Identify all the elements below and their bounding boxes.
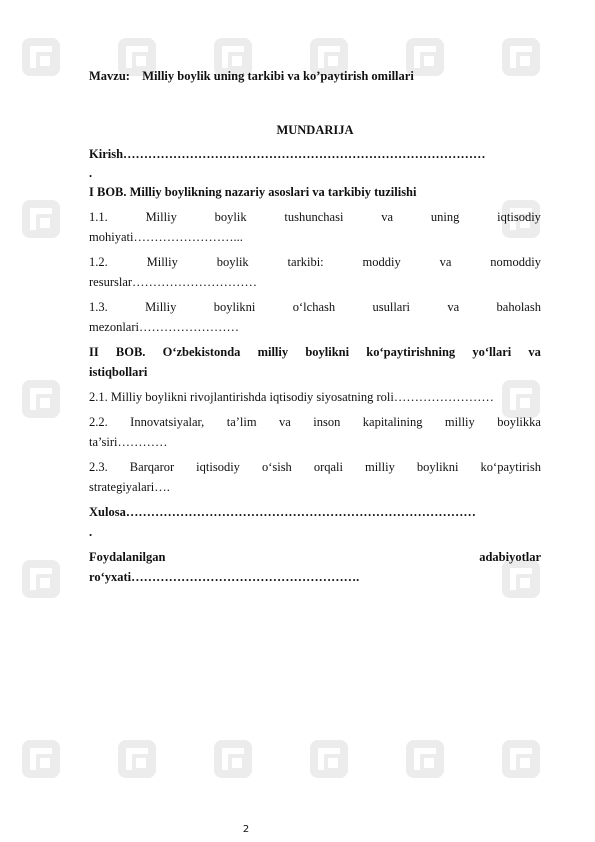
toc-word: boylikni bbox=[305, 345, 350, 359]
toc-entry-2-2 bbox=[89, 414, 541, 431]
toc-word: tarkibi: bbox=[287, 255, 324, 269]
references-entry-cont: ro‘yxati………………………………………………. bbox=[89, 570, 360, 584]
toc-word: yo‘llari bbox=[472, 345, 512, 359]
page-number: 2 bbox=[242, 824, 250, 835]
toc-entry-2-2-cont: ta’siri………… bbox=[89, 435, 168, 449]
toc-word: milliy bbox=[444, 415, 475, 429]
toc-word: boylikka bbox=[497, 415, 541, 429]
intro-entry-dot: . bbox=[89, 166, 93, 180]
toc-word: va bbox=[447, 300, 460, 314]
toc-word: uning bbox=[430, 210, 460, 224]
intro-entry: Kirish…………………………………………………………………………… bbox=[89, 147, 486, 161]
toc-word: O‘zbekistonda bbox=[162, 345, 241, 359]
toc-word: baholash bbox=[496, 300, 541, 314]
contents-heading: MUNDARIJA bbox=[276, 123, 354, 137]
toc-word: milliy bbox=[364, 460, 395, 474]
toc-word: nomoddiy bbox=[490, 255, 541, 269]
toc-word: va bbox=[279, 415, 291, 429]
toc-word: adabiyotlar bbox=[479, 550, 541, 564]
toc-word: Barqaror bbox=[129, 460, 175, 474]
toc-word: boylikni bbox=[213, 300, 256, 314]
toc-entry-2-1: 2.1. Milliy boylikni rivojlantirishda iqtisodiy siyosatning roli…………………… bbox=[89, 390, 494, 404]
toc-word: Foydalanilgan bbox=[89, 550, 166, 564]
toc-word: BOB. bbox=[115, 345, 146, 359]
toc-word: ta’lim bbox=[226, 415, 257, 429]
toc-entry-2-3 bbox=[89, 459, 541, 476]
toc-word: iqtisodiy bbox=[497, 210, 541, 224]
toc-word: iqtisodiy bbox=[196, 460, 240, 474]
toc-word: orqali bbox=[313, 460, 343, 474]
topic-title: Milliy boylik uning tarkibi va ko’paytirish omillari bbox=[142, 69, 414, 83]
toc-word: II bbox=[89, 345, 99, 359]
toc-entry-1-2-cont: resurslar………………………… bbox=[89, 275, 258, 289]
toc-word: va bbox=[528, 345, 541, 359]
toc-word: Milliy bbox=[146, 255, 178, 269]
conclusion-entry: Xulosa………………………………………………………………………… bbox=[89, 505, 476, 519]
toc-word: 1.1. bbox=[89, 210, 108, 224]
toc-word: Innovatsiyalar, bbox=[130, 415, 205, 429]
toc-word: 2.2. bbox=[89, 415, 108, 429]
toc-word: 2.3. bbox=[89, 460, 108, 474]
chapter2-title-cont: istiqbollari bbox=[89, 365, 148, 379]
toc-word: o‘sish bbox=[261, 460, 292, 474]
toc-word: boylik bbox=[216, 255, 249, 269]
toc-word: boylik bbox=[214, 210, 247, 224]
toc-word: boylikni bbox=[416, 460, 459, 474]
toc-word: Milliy bbox=[145, 210, 177, 224]
topic-line bbox=[89, 68, 541, 85]
chapter1-title: I BOB. Milliy boylikning nazariy asoslari va tarkibiy tuzilishi bbox=[89, 185, 417, 199]
toc-entry-1-1-cont: mohiyati……………………... bbox=[89, 230, 243, 244]
toc-entry-1-1 bbox=[89, 209, 541, 226]
topic-label: Mavzu: bbox=[89, 69, 130, 83]
toc-word: kapitalining bbox=[362, 415, 423, 429]
toc-word: ko‘paytirishning bbox=[366, 345, 456, 359]
toc-entry-2-3-cont: strategiyalari…. bbox=[89, 480, 170, 494]
toc-entry-1-2 bbox=[89, 254, 541, 271]
toc-word: moddiy bbox=[362, 255, 401, 269]
toc-word: 1.2. bbox=[89, 255, 108, 269]
toc-word: 1.3. bbox=[89, 300, 108, 314]
toc-word: ko‘paytirish bbox=[480, 460, 541, 474]
toc-word: inson bbox=[313, 415, 341, 429]
conclusion-entry-dot: . bbox=[89, 525, 93, 539]
toc-word: usullari bbox=[372, 300, 410, 314]
references-entry bbox=[89, 549, 541, 566]
toc-word: milliy bbox=[257, 345, 289, 359]
toc-entry-1-3 bbox=[89, 299, 541, 316]
toc-word: tushunchasi bbox=[284, 210, 344, 224]
chapter2-title bbox=[89, 344, 541, 361]
toc-word: va bbox=[439, 255, 452, 269]
toc-word: o‘lchash bbox=[292, 300, 336, 314]
toc-word: va bbox=[381, 210, 394, 224]
toc-entry-1-3-cont: mezonlari…………………… bbox=[89, 320, 239, 334]
toc-word: Milliy bbox=[145, 300, 177, 314]
